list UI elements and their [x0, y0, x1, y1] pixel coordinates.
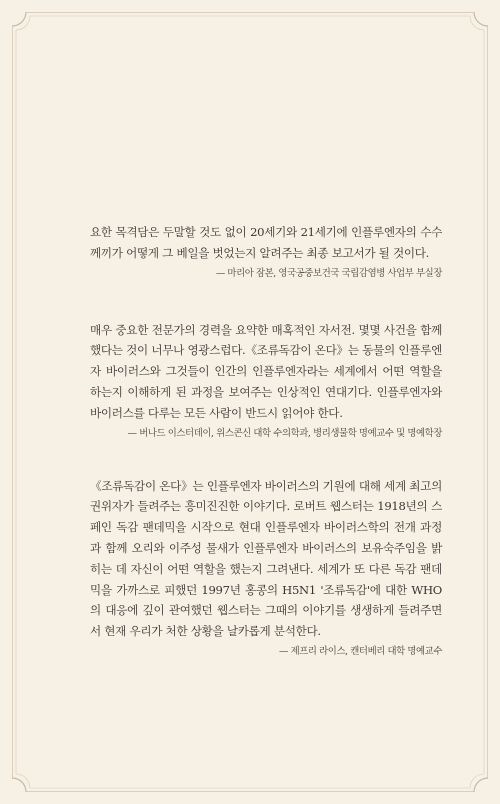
blurb-1-text: 요한 목격담은 두말할 것도 없이 20세기와 21세기에 인플루엔자의 수수께끼가 어떻게 그 베일을 벗었는지 알려주는 최종 보고서가 될 것이다.: [90, 225, 442, 260]
blurb-1-attribution: — 마리아 잠본, 영국공중보건국 국립감염병 사업부 부실장: [215, 267, 442, 279]
blurb-1: [90, 222, 442, 282]
blurb-3-text: 《조류독감이 온다》는 인플루엔자 바이러스의 기원에 대해 세계 최고의 권위자가 들려주는 흥미진진한 이야기다. 로버트 웹스터는 1918년의 스페인 독감 팬데믹을 시작으로 현대 인플루엔자 바이러스학의 전개 과정과 함께 오리와 이주성 물새가 인플루엔자 바이러스의 보유숙주임을 밝히는 데 자신이 어떤 역할을 했는지 그려낸다. 세계가 또 다른 독감 팬데믹을 가까스로 피했던 1997년 홍콩의 H5N1 '조류독감'에 대한 WHO의 대응에 깊이 관여했던 웹스터는 그때의 이야기를 생생하게 들려주면서 현재 우리가 처한 상황을 날카롭게 분석한다.: [90, 478, 442, 639]
blurb-2: [90, 320, 442, 442]
blurb-list: [90, 222, 442, 660]
blurb-2-text: 매우 중요한 전문가의 경력을 요약한 매혹적인 자서전. 몇몇 사건을 함께 했다는 것이 너무나 영광스럽다.《조류독감이 온다》는 동물의 인플루엔자 바이러스와 그것들이 인간의 인플루엔자라는 세계에서 어떤 역할을 하는지 이해하게 된 과정을 보여주는 인상적인 연대기다. 인플루엔자와 바이러스를 다루는 모든 사람이 반드시 읽어야 한다.: [90, 322, 442, 420]
blurb-2-attribution: — 버나드 이스터데이, 위스콘신 대학 수의학과, 병리생물학 명예교수 및 명예학장: [127, 427, 442, 439]
blurb-3: [90, 476, 442, 660]
blurb-3-attribution: — 제프리 라이스, 캔터베리 대학 명예교수: [279, 645, 442, 657]
